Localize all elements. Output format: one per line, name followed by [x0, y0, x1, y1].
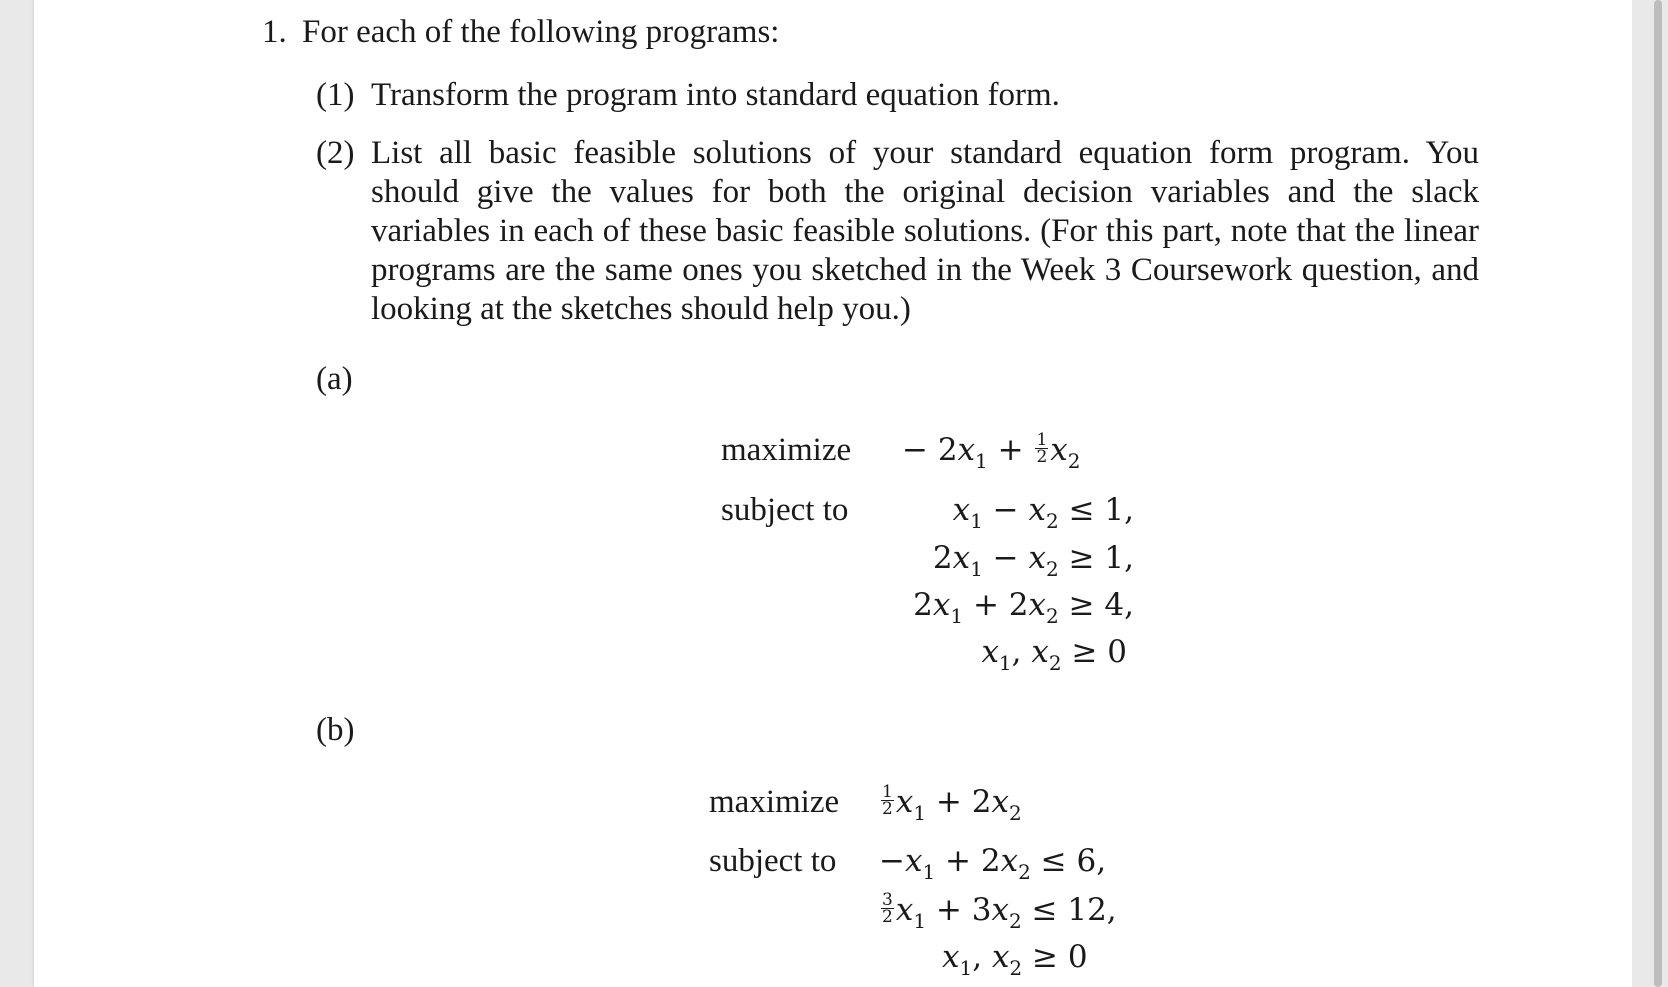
task-1-label: (1) [316, 77, 355, 113]
problem-a-maximize-label: maximize [721, 432, 852, 468]
scrollbar-track[interactable] [1632, 0, 1668, 987]
problem-b-constraint-1: $-x_1 + 2x_2 \le 6$, [879, 843, 1107, 884]
task-2-label: (2) [316, 135, 355, 171]
document-page [34, 0, 1632, 987]
question-number: 1. [262, 14, 287, 50]
problem-a-subject-to-label: subject to [721, 492, 849, 528]
problem-b-objective: $\frac{1}{2}$ $x_1 + 2x_2$ [882, 782, 1022, 825]
problem-b-label: (b) [316, 712, 355, 748]
scrollbar-thumb[interactable] [1654, 0, 1662, 987]
task-1-text: Transform the program into standard equation form. [371, 77, 1060, 113]
task-2-text: List all basic feasible solutions of your standard equation form program. You should give the values for both the original decision variables and the slack variables in each of these basic feasible solutions. (For this part, note that the linear programs are the same ones you sketched in the Week 3 Coursework question, and looking at the sketches should help you.) [371, 135, 1479, 327]
problem-b-constraint-nonneg: $x_1$, $x_2 \ge 0$ [942, 939, 1088, 980]
problem-a-constraint-2: $2x_1 - x_2 \ge 1$, [932, 540, 1134, 581]
problem-a-label: (a) [316, 361, 353, 397]
problem-a-constraint-nonneg: $x_1$, $x_2 \ge 0$ [981, 634, 1127, 675]
problem-a-objective: − $2x_1$ + $\frac{1}{2}$ $x_2$ [902, 430, 1081, 473]
problem-a-constraint-1: $x_1 - x_2 \le 1$, [952, 492, 1134, 533]
problem-b-subject-to-label: subject to [709, 843, 837, 879]
problem-b-constraint-2: $\frac{3}{2}$ $x_1 + 3x_2 \le 12$, [882, 890, 1117, 933]
problem-a-constraint-3: $2x_1 + 2x_2 \ge 4$, [913, 587, 1134, 628]
question-intro: For each of the following programs: [302, 14, 780, 50]
problem-b-maximize-label: maximize [709, 784, 840, 820]
